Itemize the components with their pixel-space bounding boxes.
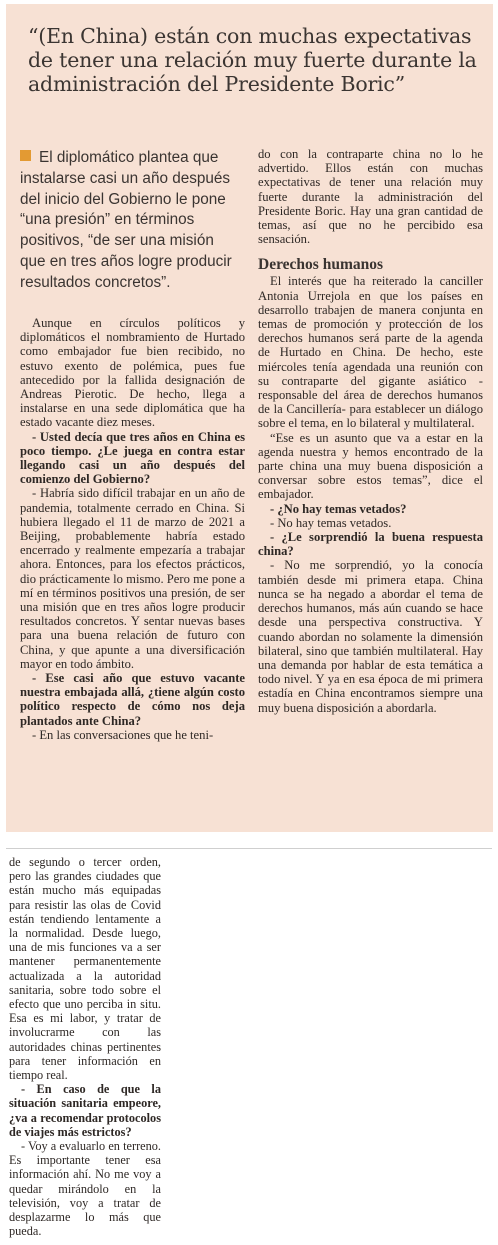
section-heading: Derechos humanos [258, 256, 384, 274]
column-2 [258, 147, 483, 715]
interview-question: - ¿No hay temas vetados? [270, 501, 407, 516]
orange-square-bullet [20, 150, 31, 161]
lead-text: El diplomático plantea que instalarse casi un año después del inicio del Gobierno le pone “una presión” en términos positivos, “de ser una misión que en tres años logre producir resultados concretos”. [20, 149, 232, 291]
paragraph: - No hay temas vetados. [270, 515, 392, 530]
interview-question: - Ese casi año que estuvo vacante nuestra embajada allá, ¿tiene algún costo político respecto de cómo nos deja plantados ante China? [20, 671, 245, 728]
interview-question: - Usted decía que tres años en China es poco tiempo. ¿Le juega en contra estar llegando casi un año después del comienzo del Gobierno? [20, 429, 245, 487]
interview-question: - ¿Le sorprendió la buena respuesta china? [258, 530, 483, 559]
paragraph: El interés que ha reiterado la canciller Antonia Urrejola en que los países en desarrollo trabajen de manera conjunta en temas de promoción y protección de los derechos humanos será parte de la agenda de Hurtado en China. De hecho, este miércoles tenía agendada una reunión con su contraparte del gigante asiático -responsable del área de derechos humanos de la Cancillería- para establecer un diálogo sobre el tema, en lo bilateral y multilateral. [258, 274, 483, 431]
paragraph-continued: do con la contraparte china no lo he advertido. Ellos están con muchas expectativas de tener una relación muy fuerte durante la administración del Presidente Boric. Hay una gran cantidad de temas, así que no he percibido esa sensación. [258, 147, 483, 247]
paragraph: “Ese es un asunto que va a estar en la agenda nuestra y hemos encontrado de la parte china una muy buena disposición a conversar sobre estos temas”, dice el embajador. [258, 430, 483, 502]
paragraph: - Voy a evaluarlo en terreno. Es importante tener esa información ahí. No me voy a quedar mirándolo en la televisión, voy a tratar de desplazarme lo más que pueda. [9, 1139, 161, 1239]
column-1 [20, 316, 245, 742]
paragraph: - Habría sido difícil trabajar en un año de pandemia, totalmente cerrado en China. Si hubiera llegado el 11 de marzo de 2021 a Beijing, probablemente habría estado encerrado y realmente empezaría a trabajar ahora. Entonces, para los efectos prácticos, dio prácticamente lo mismo. Pero me pone a mí en términos positivos una presión, de ser una misión que en tres años logre producir resultados concretos. Y sentar nuevas bases para una buena relación de futuro con China, y que apunte a una diversificación mayor en todo ámbito. [20, 486, 245, 671]
interview-question: - En caso de que la situación sanitaria empeore, ¿va a recomendar protocolos de viajes más estrictos? [9, 1082, 161, 1139]
headline: “(En China) están con muchas expectativas de tener una relación muy fuerte durante la administración del Presidente Boric” [28, 24, 477, 96]
paragraph: - No me sorprendió, yo la conocía también desde mi primera etapa. China nunca se ha negado a abordar el tema de derechos humanos, más aún cuando se hace desde una perspectiva constructiva. Y cuando abordan no solamente la dimensión bilateral, sino que también multilateral. Hay una demanda por hablar de esta temática a todo nivel. Y ya en esa época de mi primera estadía en China encontramos siempre una muy buena disposición a abordarla. [258, 558, 483, 715]
lead-summary [20, 148, 235, 294]
divider [6, 848, 492, 849]
paragraph: - En las conversaciones que he teni- [32, 727, 214, 742]
paragraph-continued: de segundo o tercer orden, pero las grandes ciudades que están mucho más equipadas para resistir las olas de Covid están tendiendo lentamente a la normalidad. Desde luego, una de mis funciones va a ser mantener permanentemente actualizada a la autoridad sanitaria, sobre todo sobre el efecto que uno perciba in situ. Esa es mi labor, y tratar de involucrarme con las autoridades chinas pertinentes para tener información en tiempo real. [9, 855, 161, 1083]
paragraph: Aunque en círculos políticos y diplomáticos el nombramiento de Hurtado como embajador fue bien recibido, no estuvo exento de polémica, pues fue antecedido por la fallida designación de Andreas Pierotic. De hecho, llega a instalarse en una sede diplomática que ha estado vacante diez meses. [20, 316, 245, 430]
column-3 [9, 855, 161, 1238]
